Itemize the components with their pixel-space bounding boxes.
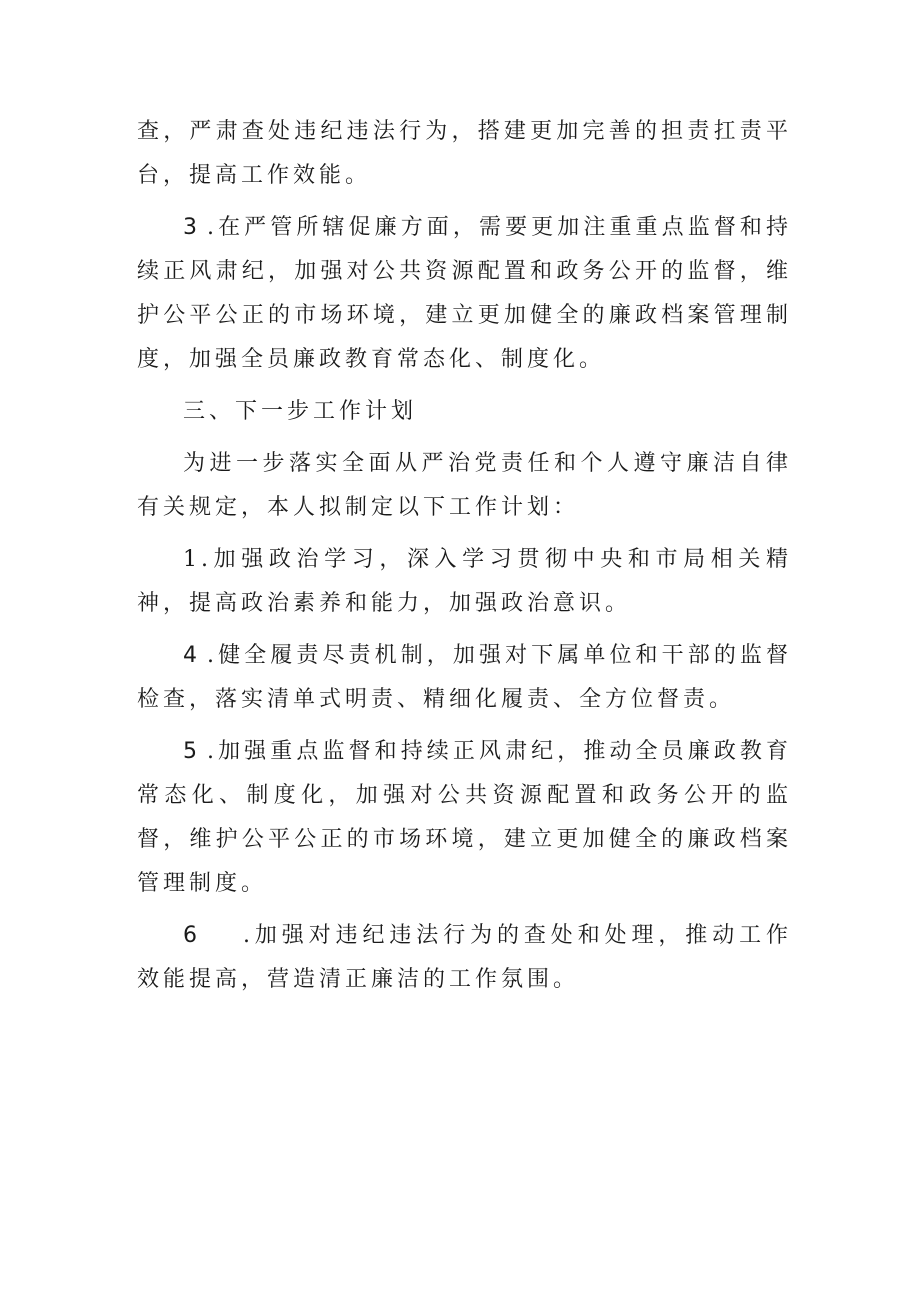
paragraph-item-1 (137, 538, 792, 626)
paragraph-text: .加强对违纪违法行为的查处和处理，推动工作效能提高，营造清正廉洁的工作氛围。 (137, 923, 792, 992)
item-number: 5 (183, 739, 207, 764)
paragraph-text: .在严管所辖促廉方面，需要更加注重重点监督和持续正风肃纪，加强对公共资源配置和政务公开的监督，维护公平公正的市场环境，建立更加健全的廉政档案管理制度，加强全员廉政教育常态化、制度化。 (137, 215, 792, 372)
heading-text: 三、下一步工作计划 (183, 399, 418, 424)
paragraph-continuation (137, 110, 792, 198)
paragraph-item-5 (137, 730, 792, 906)
item-number: 6 (183, 923, 243, 948)
section-heading (137, 390, 792, 434)
paragraph-item-3 (137, 206, 792, 382)
paragraph-intro (137, 442, 792, 530)
paragraph-item-6 (137, 914, 792, 1002)
item-number: 4 (183, 643, 207, 668)
paragraph-text: 为进一步落实全面从严治党责任和个人遵守廉洁自律有关规定，本人拟制定以下工作计划： (137, 451, 792, 520)
paragraph-text: .健全履责尽责机制，加强对下属单位和干部的监督检查，落实清单式明责、精细化履责、全方位督责。 (137, 643, 792, 712)
item-number: 3 (183, 215, 207, 240)
paragraph-text: 1.加强政治学习，深入学习贯彻中央和市局相关精神，提高政治素养和能力，加强政治意识。 (137, 547, 792, 616)
paragraph-text: 查，严肃查处违纪违法行为，搭建更加完善的担责扛责平台，提高工作效能。 (137, 119, 792, 188)
document-body (137, 110, 792, 1010)
paragraph-text: .加强重点监督和持续正风肃纪，推动全员廉政教育常态化、制度化，加强对公共资源配置和政务公开的监督，维护公平公正的市场环境，建立更加健全的廉政档案管理制度。 (137, 739, 792, 896)
paragraph-item-4 (137, 634, 792, 722)
